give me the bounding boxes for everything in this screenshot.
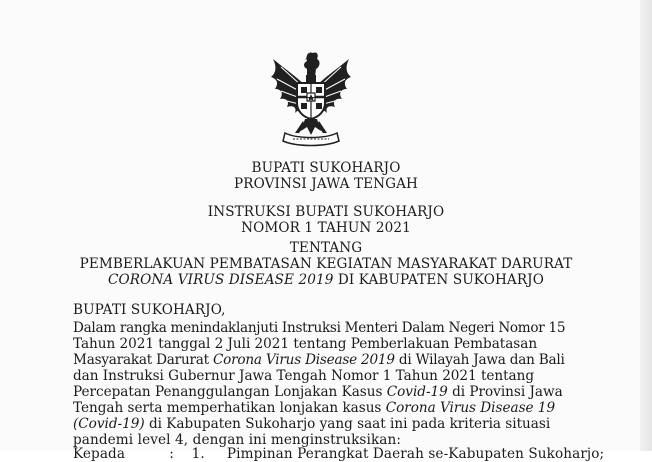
paragraph-line-5: Percepatan Penanggulangan Lonjakan Kasus Covid-19 di Provinsi Jawa [73,384,563,400]
addressee-line-partial: Kepada : 1. Pimpinan Perangkat Daerah se-Kabupaten Sukoharjo; [73,446,605,462]
office-province: PROVINSI JAWA TENGAH [234,176,418,192]
subject-rest: DI KABUPATEN SUKOHARJO [333,272,544,288]
paragraph-line-6: Tengah serta memperhatikan lonjakan kasus Corona Virus Disease 19 [73,400,556,416]
office-name: BUPATI SUKOHARJO [251,160,401,176]
paragraph-line-4: dan Instruksi Gubernur Jawa Tengah Nomor 1 Tahun 2021 tentang [73,368,535,384]
instruction-number: NOMOR 1 TAHUN 2021 [241,220,411,236]
subject-line-2 [0,272,652,288]
paragraph-line-1: Dalam rangka menindaklanjuti Instruksi Menteri Dalam Negeri Nomor 15 [73,320,566,336]
salutation: BUPATI SUKOHARJO, [73,302,226,318]
paragraph-line-2: Tahun 2021 tanggal 2 Juli 2021 tentang Pemberlakuan Pembatasan [73,336,538,352]
subject-line-1: PEMBERLAKUAN PEMBATASAN KEGIATAN MASYARAKAT DARURAT [79,256,573,272]
about-label: TENTANG [289,240,363,256]
subject-italic: CORONA VIRUS DISEASE 2019 [108,272,334,288]
paragraph-line-3: Masyarakat Darurat Corona Virus Disease 2019 di Wilayah Jawa dan Bali [73,352,565,368]
instruction-title: INSTRUKSI BUPATI SUKOHARJO [207,204,445,220]
paragraph-line-7: (Covid-19) di Kabupaten Sukoharjo yang saat ini pada kriteria situasi [73,416,551,432]
paragraph-line-8: pandemi level 4, dengan ini menginstruksikan: [73,432,402,448]
page-edge [640,0,652,451]
garuda-pancasila-emblem-icon [263,47,359,149]
